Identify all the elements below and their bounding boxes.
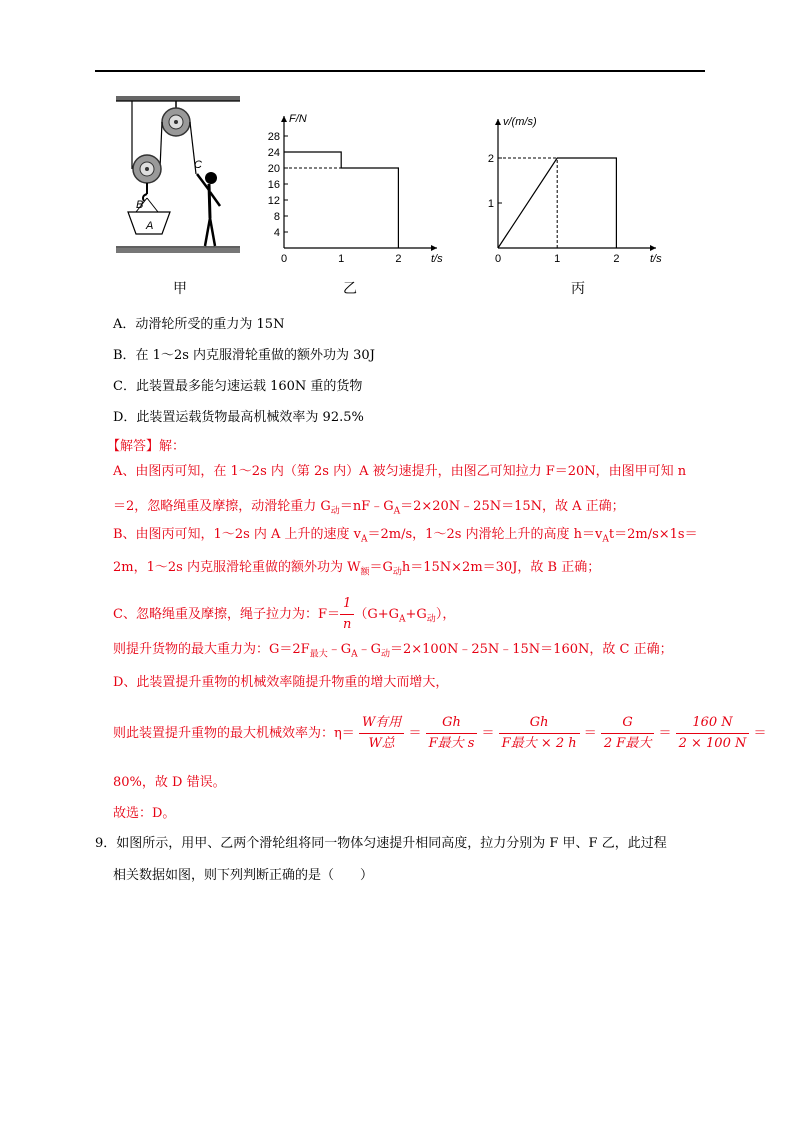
x-tick-label: 2 bbox=[613, 253, 620, 265]
x-tick-label: 1 bbox=[554, 253, 561, 265]
pulley-diagram bbox=[112, 94, 242, 264]
option-c: C．此装置最多能匀速运载 160N 重的货物 bbox=[113, 379, 363, 394]
option-d: D．此装置运载货物最高机械效率为 92.5% bbox=[113, 410, 364, 425]
y-tick-label: 20 bbox=[268, 163, 280, 175]
x-tick-label: 0 bbox=[280, 253, 288, 265]
label-a: A bbox=[146, 220, 154, 232]
y-tick-label: 28 bbox=[268, 131, 280, 143]
question-9-line2: 相关数据如图，则下列判断正确的是（ ） bbox=[113, 868, 374, 883]
eta-fraction-5: $\frac{160 N}{2 \times 100 N}$ bbox=[676, 713, 750, 754]
eta-fraction-3: $\frac{Gh}{\text{F最大 × 2 h}}$ bbox=[499, 713, 580, 754]
question-9-line1: 9．如图所示，用甲、乙两个滑轮组将同一物体匀速提升相同高度，拉力分别为 F 甲、F 乙，此过程 bbox=[95, 836, 667, 851]
x-arrow bbox=[431, 245, 437, 251]
answer-d-line1: D、此装置提升重物的机械效率随提升物重的增大而增大， bbox=[113, 675, 449, 690]
eta-fraction-4: $\frac{G}{\text{2 F最大}}$ bbox=[601, 713, 654, 754]
answer-d-line2: 则此装置提升重物的最大机械效率为：η＝ $\frac{\text{W有用}}{\text{W总}}$ ＝ $\frac{Gh}{\text{F最大 s}}$ ＝ $\frac{Gh}{\text{F最大 × 2 h}}$ ＝ $\frac{G}{\text{2 F最大}}$ ＝ $\frac{160 N}{2 \times 100 N}$ ＝ bbox=[113, 713, 767, 754]
y-tick-label: 4 bbox=[273, 227, 280, 239]
x-tick-label: 2 bbox=[395, 253, 402, 265]
answer-choice: 故选：D。 bbox=[113, 806, 176, 821]
y-tick-label: 12 bbox=[268, 195, 280, 207]
answer-a-line2: ＝2，忽略绳重及摩擦，动滑轮重力 $G_动=nF﹣G_A=2\times 20N﹣25N=15N$，故 A 正确； bbox=[113, 499, 625, 517]
y-tick-label: 1 bbox=[487, 198, 494, 210]
y-arrow bbox=[495, 119, 501, 125]
label-b: B bbox=[136, 199, 144, 211]
caption-bing: 丙 bbox=[571, 281, 585, 297]
eta-fraction-1: $\frac{\text{W有用}}{\text{W总}}$ bbox=[359, 713, 404, 754]
fraction-1-over-n: $\frac{1}{n}$ bbox=[340, 594, 354, 635]
answer-c-line2: 则提升货物的最大重力为：$G=2F_{最大}﹣G_A﹣G_动=2\times 100N﹣25N﹣15N=160N$，故 C 正确； bbox=[113, 642, 673, 660]
caption-yi: 乙 bbox=[343, 281, 357, 297]
y-arrow bbox=[281, 116, 287, 122]
answer-a-line1: A、由图丙可知，在 1～2s 内（第 2s 内）A 被匀速提升，由图乙可知拉力 F＝20N，由图甲可知 n bbox=[113, 464, 687, 479]
x-axis-label: t/s bbox=[431, 253, 443, 265]
top-rule bbox=[95, 70, 705, 72]
option-b: B．在 1～2s 内克服滑轮重做的额外功为 30J bbox=[113, 348, 375, 363]
x-tick-label: 0 bbox=[494, 253, 502, 265]
answer-d-line3: 80%，故 D 错误。 bbox=[113, 775, 226, 790]
y-axis-label: v/(m/s) bbox=[503, 116, 537, 128]
answer-b-line2: 2m，1～2s 内克服滑轮重做的额外功为 $W_额=G_动h=15N\times 2m=30J$，故 B 正确； bbox=[113, 560, 601, 578]
answer-b-line1: B、由图丙可知，1～2s 内 A 上升的速度 $v_A=2m/s$，1～2s 内滑轮上升的高度 $h=v_At=2m/s\times 1s=$ bbox=[113, 527, 698, 545]
option-a: A．动滑轮所受的重力为 15N bbox=[113, 317, 285, 332]
caption-jia: 甲 bbox=[173, 281, 187, 297]
y-tick-label: 16 bbox=[268, 179, 280, 191]
eta-fraction-2: $\frac{Gh}{\text{F最大 s}}$ bbox=[426, 713, 478, 754]
velocity-time-chart bbox=[478, 108, 668, 268]
y-axis-label: F/N bbox=[289, 113, 307, 125]
x-axis-label: t/s bbox=[650, 253, 662, 265]
force-time-chart bbox=[268, 108, 478, 268]
series-line bbox=[284, 152, 398, 248]
y-tick-label: 8 bbox=[273, 211, 280, 223]
x-tick-label: 1 bbox=[338, 253, 345, 265]
answer-heading: 【解答】解： bbox=[107, 439, 186, 454]
y-tick-label: 24 bbox=[268, 147, 280, 159]
x-arrow bbox=[650, 245, 656, 251]
y-tick-label: 2 bbox=[487, 153, 494, 165]
label-c: C bbox=[194, 159, 202, 171]
answer-c-line1: C、忽略绳重及摩擦，绳子拉力为：F＝ $\frac{1}{n}$ $(G+G_A+G_动)$， bbox=[113, 594, 455, 635]
